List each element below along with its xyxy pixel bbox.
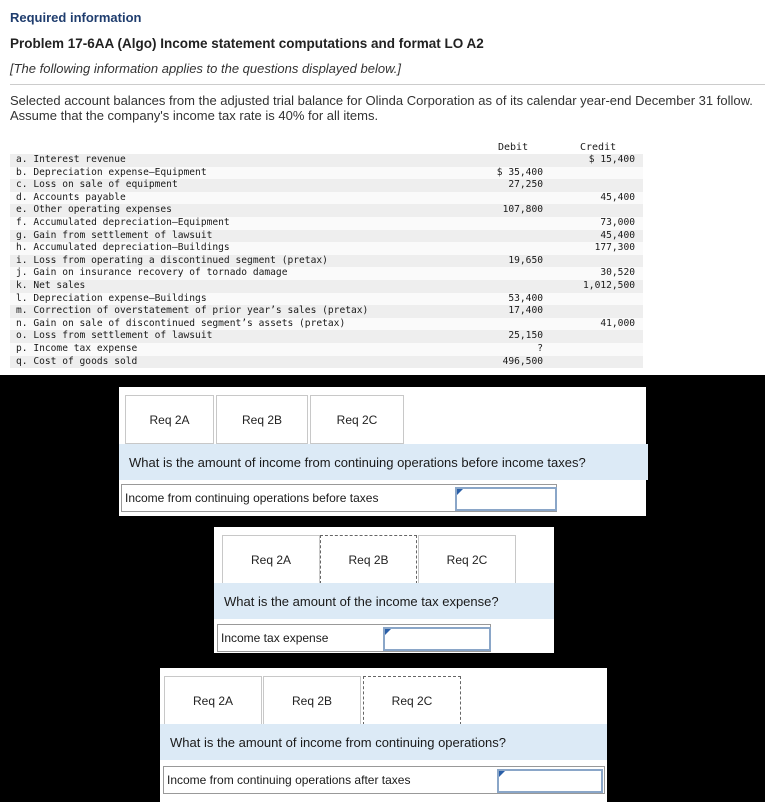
account-label: m. Correction of overstatement of prior year’s sales (pretax) [16, 305, 369, 317]
tab-req-2c[interactable]: Req 2C [310, 395, 404, 444]
debit-value: 53,400 [508, 292, 543, 304]
table-row [10, 255, 643, 268]
debit-header: Debit [498, 142, 529, 153]
credit-value: 45,400 [600, 229, 635, 241]
credit-header: Credit [580, 142, 617, 153]
answer-row [163, 766, 605, 794]
table-row [10, 343, 643, 356]
debit-value: 27,250 [508, 179, 543, 191]
divider [10, 84, 765, 85]
problem-description: Selected account balances from the adjusted trial balance for Olinda Corporation as of its calendar year-end December 31 follow. Assume that the company's income tax rate is 40% for all items. [10, 93, 753, 123]
answer-row [217, 624, 491, 652]
trial-balance-table [10, 140, 643, 368]
table-row [10, 305, 643, 318]
account-label: o. Loss from settlement of lawsuit [16, 330, 213, 342]
account-label: j. Gain on insurance recovery of tornado damage [16, 267, 288, 279]
account-label: b. Depreciation expense—Equipment [16, 166, 207, 178]
tab-req-2c[interactable]: Req 2C [363, 676, 461, 725]
account-label: c. Loss on sale of equipment [16, 179, 178, 191]
question-text: What is the amount of income from continuing operations before income taxes? [129, 454, 586, 470]
credit-value: 177,300 [594, 242, 635, 254]
account-label: k. Net sales [16, 279, 86, 291]
req-2c-panel [160, 668, 607, 802]
tab-req-2b[interactable]: Req 2B [320, 535, 417, 584]
account-label: l. Depreciation expense—Buildings [16, 292, 207, 304]
account-label: q. Cost of goods sold [16, 355, 138, 367]
table-row [10, 318, 643, 331]
required-info-heading: Required information [10, 10, 142, 25]
info-note: [The following information applies to the questions displayed below.] [10, 61, 401, 76]
table-row [10, 267, 643, 280]
account-label: g. Gain from settlement of lawsuit [16, 229, 213, 241]
account-label: p. Income tax expense [16, 342, 138, 354]
credit-value: $ 15,400 [588, 154, 635, 165]
credit-value: 1,012,500 [583, 279, 635, 291]
answer-label: Income from continuing operations before taxes [125, 491, 379, 505]
credit-value: 30,520 [600, 267, 635, 279]
req-2a-panel [119, 387, 646, 516]
table-row [10, 242, 643, 255]
account-label: a. Interest revenue [16, 154, 126, 165]
debit-value: $ 35,400 [496, 166, 543, 178]
table-row [10, 154, 643, 167]
answer-input[interactable] [383, 627, 491, 651]
table-row [10, 330, 643, 343]
tab-req-2a[interactable]: Req 2A [164, 676, 262, 725]
answer-label: Income from continuing operations after taxes [167, 773, 411, 787]
debit-value: 25,150 [508, 330, 543, 342]
problem-section [0, 0, 765, 375]
table-row [10, 179, 643, 192]
account-label: i. Loss from operating a discontinued segment (pretax) [16, 254, 328, 266]
tab-req-2c[interactable]: Req 2C [418, 535, 516, 584]
debit-value: 17,400 [508, 305, 543, 317]
tab-req-2b[interactable]: Req 2B [216, 395, 308, 444]
question-bar [214, 583, 554, 619]
table-row [10, 293, 643, 306]
answer-input[interactable] [497, 769, 603, 793]
question-text: What is the amount of the income tax expense? [224, 593, 499, 609]
tab-req-2b[interactable]: Req 2B [263, 676, 361, 725]
account-label: h. Accumulated depreciation—Buildings [16, 242, 230, 254]
account-label: n. Gain on sale of discontinued segment’s assets (pretax) [16, 317, 346, 329]
account-label: e. Other operating expenses [16, 204, 172, 216]
table-row [10, 167, 643, 180]
credit-value: 41,000 [600, 317, 635, 329]
table-row [10, 204, 643, 217]
problem-title: Problem 17-6AA (Algo) Income statement computations and format LO A2 [10, 36, 484, 51]
question-bar [160, 724, 607, 760]
debit-value: 107,800 [502, 204, 543, 216]
credit-value: 45,400 [600, 191, 635, 203]
answer-row [121, 484, 557, 512]
table-body [10, 154, 643, 368]
answer-input[interactable] [455, 487, 557, 511]
tab-req-2a[interactable]: Req 2A [125, 395, 214, 444]
table-row [10, 217, 643, 230]
table-row [10, 280, 643, 293]
credit-value: 73,000 [600, 216, 635, 228]
debit-value: ? [537, 342, 543, 354]
question-bar [119, 444, 648, 480]
table-header [10, 140, 643, 154]
debit-value: 19,650 [508, 254, 543, 266]
req-2b-panel [214, 527, 554, 653]
question-text: What is the amount of income from continuing operations? [170, 734, 507, 750]
table-row [10, 230, 643, 243]
table-row [10, 192, 643, 205]
debit-value: 496,500 [502, 355, 543, 367]
account-label: f. Accumulated depreciation—Equipment [16, 216, 230, 228]
table-row [10, 356, 643, 369]
answer-label: Income tax expense [221, 631, 329, 645]
account-label: d. Accounts payable [16, 191, 126, 203]
tab-req-2a[interactable]: Req 2A [222, 535, 320, 584]
